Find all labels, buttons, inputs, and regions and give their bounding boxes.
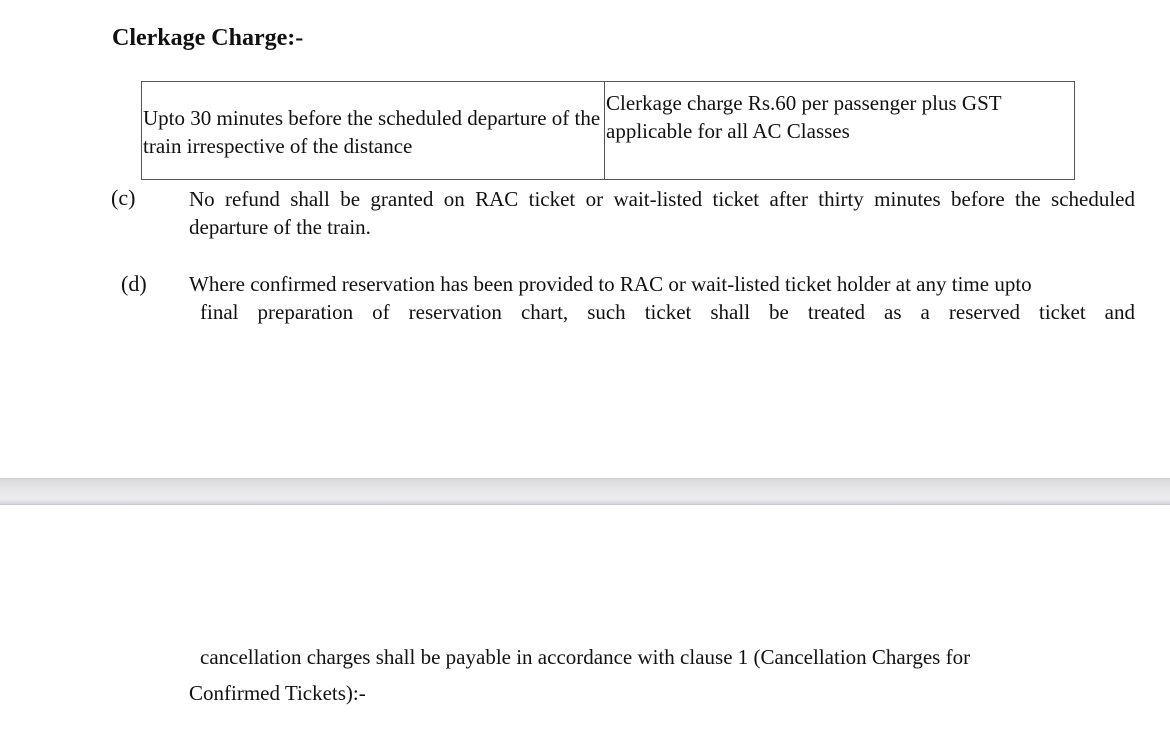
clerkage-charge-table: [141, 81, 1075, 180]
clause-d-marker: (d): [121, 271, 147, 296]
continuation-line-2: Confirmed Tickets):-: [189, 681, 366, 705]
charge-cell: Clerkage charge Rs.60 per passenger plus GST applicable for all AC Classes: [605, 82, 1075, 180]
clause-c-text: No refund shall be granted on RAC ticket or wait-listed ticket after thirty minutes before the scheduled departure of the train.: [189, 187, 1135, 239]
clause-c-marker: (c): [111, 185, 136, 210]
timing-cell: Upto 30 minutes before the scheduled departure of the train irrespective of the distance: [142, 82, 605, 180]
section-heading: Clerkage Charge:-: [112, 25, 304, 51]
page-break-separator: [0, 478, 1170, 505]
continuation-line-1: cancellation charges shall be payable in accordance with clause 1 (Cancellation Charges for: [200, 645, 971, 669]
clause-d-line-2: final preparation of reservation chart, such ticket shall be treated as a reserved ticket and: [200, 300, 1135, 324]
table-row: [142, 82, 1075, 180]
clause-d-line-1: Where confirmed reservation has been provided to RAC or wait-listed ticket holder at any time upto: [189, 272, 1032, 296]
